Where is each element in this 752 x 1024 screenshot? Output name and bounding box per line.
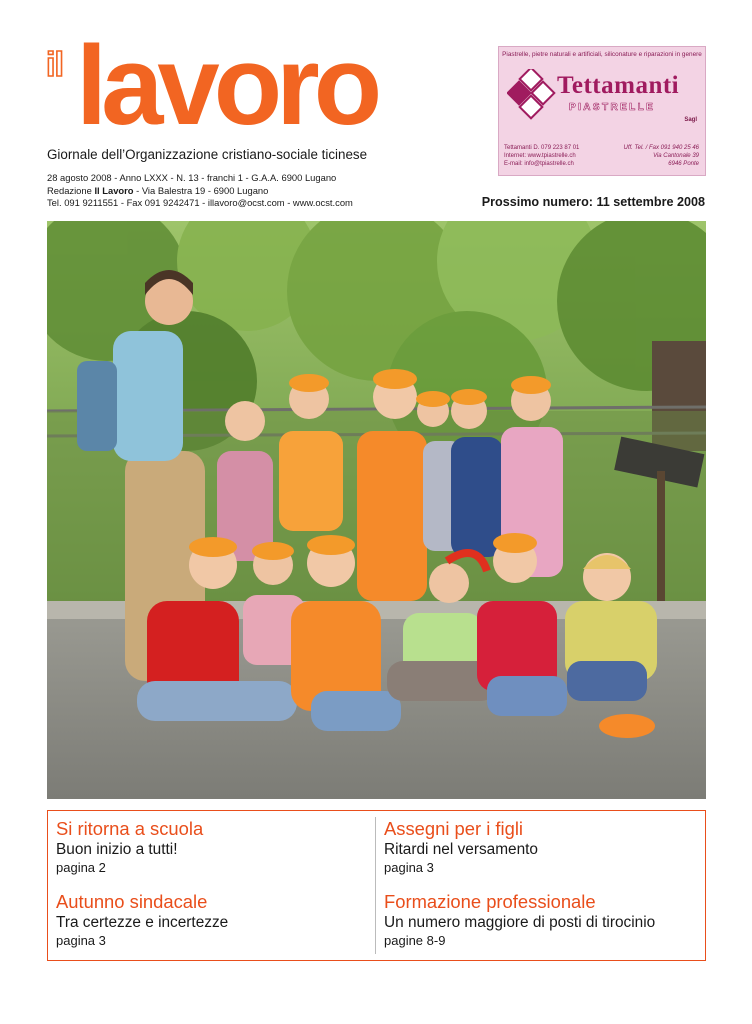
- editorial-prefix: Redazione: [47, 184, 92, 196]
- cover-photo: [47, 221, 706, 799]
- editorial-address: - Via Balestra 19 - 6900 Lugano: [136, 184, 269, 196]
- ad-company-name: Tettamanti: [557, 72, 680, 99]
- entry-page: pagina 2: [56, 860, 106, 875]
- ad-contact-phone: Tettamanti D. 079 223 87 01: [504, 145, 580, 151]
- entry-headline: Assegni per i figli: [384, 818, 524, 839]
- ad-address-street: Via Cantonale 39: [653, 153, 699, 159]
- tile-logo-icon: [507, 69, 563, 125]
- contents-entry-training[interactable]: [384, 891, 704, 950]
- entry-headline: Formazione professionale: [384, 891, 596, 912]
- entry-subhead: Buon inizio a tutti!: [56, 841, 178, 858]
- ad-tagline: Piastrelle, pietre naturali e artificiali, siliconature e riparazioni in genere: [502, 51, 702, 58]
- entry-headline: Autunno sindacale: [56, 891, 208, 912]
- ad-contact: [504, 144, 579, 168]
- contents-entry-union[interactable]: [56, 891, 376, 950]
- advertisement[interactable]: [498, 46, 706, 176]
- editorial-name: Il Lavoro: [94, 184, 134, 196]
- contents-entry-school[interactable]: [56, 818, 376, 877]
- ad-address-city: 6946 Ponte: [668, 161, 699, 167]
- entry-page: pagina 3: [384, 860, 434, 875]
- contents-box: [47, 810, 706, 961]
- cover-photo-illustration: [47, 221, 706, 799]
- ad-address: [624, 144, 700, 168]
- issue-line: 28 agosto 2008 - Anno LXXX - N. 13 - franchi 1 - G.A.A. 6900 Lugano: [47, 172, 337, 183]
- newspaper-subtitle: Giornale dell’Organizzazione cristiano-sociale ticinese: [47, 147, 368, 162]
- logo-prefix: il: [46, 46, 63, 84]
- contact-line: Tel. 091 9211551 - Fax 091 9242471 - illavoro@ocst.com - www.ocst.com: [47, 197, 353, 209]
- entry-subhead: Ritardi nel versamento: [384, 841, 538, 858]
- ad-contact-email: E-mail: info@tpiastrelle.ch: [504, 161, 574, 167]
- ad-address-phone: Uff. Tel. / Fax 091 940 25 46: [623, 145, 699, 151]
- masthead-logo: [46, 23, 406, 148]
- entry-subhead: Un numero maggiore di posti di tirocinio: [384, 914, 656, 931]
- logo-title: lavoro: [76, 23, 377, 148]
- ad-company-sub: PIASTRELLE: [569, 102, 656, 113]
- entry-page: pagina 3: [56, 933, 106, 948]
- publication-info: [47, 172, 353, 210]
- ad-contact-web: Internet: www.tpiastrelle.ch: [504, 153, 576, 159]
- editorial-line: [47, 185, 353, 198]
- next-issue-date: Prossimo numero: 11 settembre 2008: [481, 195, 705, 209]
- entry-headline: Si ritorna a scuola: [56, 818, 204, 839]
- ad-legal-form: Sagl: [684, 117, 697, 123]
- entry-subhead: Tra certezze e incertezze: [56, 914, 229, 931]
- contents-entry-allowances[interactable]: [384, 818, 704, 877]
- entry-page: pagine 8-9: [384, 933, 446, 948]
